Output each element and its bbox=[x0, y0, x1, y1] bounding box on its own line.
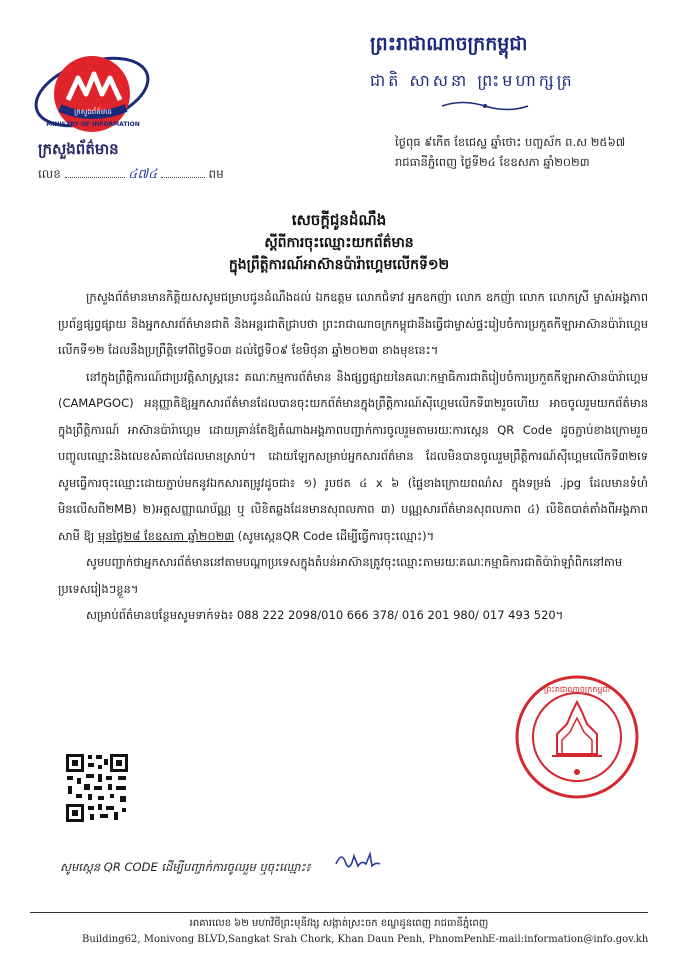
paragraph-contact: សម្រាប់ព័ត៌មានបន្ថែមសូមទាក់ទង៖ 088 222 2098/010 666 378/ 016 201 980/ 017 493 520។ bbox=[86, 608, 564, 622]
kingdom-motto: ជាតិ សាសនា ព្រះមហាក្សត្រ bbox=[370, 71, 575, 90]
flourish-icon bbox=[440, 99, 530, 113]
footer-address-en: Building62, Monivong BLVD,Sangkat Srah Chork, Khan Daun Penh, PhnomPenh bbox=[82, 934, 489, 945]
seal-icon bbox=[512, 672, 642, 802]
kingdom-title: ព្រះរាជាណាចក្រកម្ពុជា bbox=[370, 33, 528, 55]
reference-suffix: ពម bbox=[208, 167, 224, 181]
official-seal bbox=[512, 672, 642, 802]
qr-code-icon bbox=[64, 752, 130, 824]
solar-date: រាជធានីភ្នំពេញ ថ្ងៃទី២៤ ខែឧសភា ឆ្នាំ២០២៣ bbox=[395, 155, 590, 169]
lunar-date: ថ្ងៃពុធ ៩កើត ខែជេស្ឋ ឆ្នាំថោះ បញ្ចស័ក ព.ស ២៥៦៧ bbox=[395, 135, 626, 149]
ministry-logo-icon bbox=[30, 42, 160, 152]
kingdom-header bbox=[300, 32, 678, 117]
notice-body bbox=[58, 284, 648, 629]
notice-subject: ស្តីពីការចុះឈ្មោះយកព័ត៌មាន bbox=[264, 235, 414, 251]
logo-caption-en: MINISTRY OF INFORMATION bbox=[46, 121, 140, 128]
registration-text: នៅក្នុងព្រឹត្តិការណ៍ជាប្រវត្តិសាស្ត្រនេះ គណៈកម្មការព័ត៌មាន និងផ្សព្វផ្សាយនៃគណៈកម្មាធិការជាតិរៀបចំការប្រកួតកីឡាអាស៊ានប៉ារ៉ាហ្គេម (CAMAPGOC) អនុញ្ញាតិឱ្យអ្នកសារព័ត៌មានដែលបានចុះយកព័ត៌មានក្នុងព្រឹត្តិការណ៍ស៊ីហ្គេមលើកទី៣២រួចហើយ អាចចូលរួមយកព័ត៌មានក្នុងព្រឹត្តិការណ៍ អាស៊ានប៉ារ៉ាហ្គេម ដោយគ្រាន់តែឱ្យតំណាងអង្គភាពបញ្ជាក់ការចូលរួមតាមរយៈការស្កេន QR Code ដូចភ្ជាប់ខាងក្រោមរួចបញ្ចូលឈ្មោះនិងលេខសំគាល់ដែលមានស្រាប់។ ដោយឡែកសម្រាប់អ្នកសារព័ត៌មាន ដែលមិនបានចូលរួមព្រឹត្តិការណ៍ស៊ីហ្គេមលើកទី៣២ទេ សូមធ្វើការចុះឈ្មោះដោយភ្ជាប់មកនូវឯកសារតម្រូវដូចជា៖ ១) រូបថត ៤ x ៦ (ផ្ទៃខាងក្រោយពណ៌ស ក្នុងទម្រង់ .jpg ដែលមានទំហំមិនលើសពី២MB) ២)អត្តសញ្ញាណប័ណ្ណ ឬ លិខិតឆ្លងដែនមានសុពលភាព ៣) បណ្ណសារព័ត៌មានសុពលភាព ៤) លិខិតបាត់តាំងពីអង្គភាពសាមី ឱ្យ bbox=[58, 369, 648, 543]
date-block bbox=[395, 132, 665, 172]
paragraph-intro: ក្រសួងព័ត៌មានមានកិត្តិយសសូមជម្រាបជូនដំណឹងដល់ ឯកឧត្តម លោកជំទាវ អ្នកឧកញ៉ា លោក ឧកញ៉ា លោក លោកស្រី ម្ចាស់អង្គភាពប្រព័ន្ធផ្សព្វផ្សាយ និងអ្នកសារព័ត៌មានជាតិ និងអន្តរជាតិជ្រាបថា ព្រះរាជាណាចក្រកម្ពុជានឹងធ្វើជាម្ចាស់ផ្ទះរៀបចំការប្រកួតកីឡាអាស៊ានប៉ារ៉ាហ្គេមលើកទី១២ ដែលនឹងប្រព្រឹត្តិទៅពីថ្ងៃទី០៣ ដល់ថ្ងៃទី០៩ ខែមិថុនា ឆ្នាំ២០២៣ ខាងមុខនេះ។ bbox=[58, 290, 648, 357]
footer-address-km: អាគារលេខ ៦២ មហាវិថីព្រះមុនីវង្ស សង្កាត់ស្រះចក ខណ្ឌដូនពេញ រាជធានីភ្នំពេញ bbox=[189, 918, 489, 929]
footer-divider bbox=[30, 912, 648, 913]
reference-number bbox=[38, 166, 224, 185]
registration-tail: (សូមស្កេនQR Code ដើម្បីធ្វើការចុះឈ្មោះ)។ bbox=[234, 528, 435, 543]
notice-event: ក្នុងព្រឹត្តិការណ៍អាស៊ានប៉ារ៉ាហ្គេមលើកទី១២ bbox=[228, 257, 450, 273]
notice-title-block bbox=[0, 208, 678, 276]
flourish-ornament bbox=[440, 98, 678, 117]
reference-prefix: លេខ bbox=[38, 167, 61, 181]
deadline-text: មុនថ្ងៃ២៨ ខែឧសភា ឆ្នាំ២០២៣ bbox=[97, 528, 235, 543]
qr-code[interactable] bbox=[64, 752, 130, 824]
footer-email: E-mail:information@info.gov.kh bbox=[488, 934, 649, 945]
ministry-logo bbox=[30, 42, 160, 152]
signature bbox=[332, 846, 382, 876]
scan-qr-instruction: សូមស្កេន QR CODE ដើម្បីបញ្ជាក់ការចូលរួម ឬចុះឈ្មោះ៖ bbox=[60, 860, 311, 874]
signature-icon bbox=[332, 846, 382, 872]
notice-title: សេចក្តីជូនដំណឹង bbox=[291, 211, 387, 229]
logo-caption-km: ក្រសួងព័ត៌មាន bbox=[74, 108, 112, 116]
ministry-name: ក្រសួងព័ត៌មាន bbox=[38, 140, 119, 158]
reference-handwritten-number: ៤៧៤ bbox=[128, 167, 158, 182]
paragraph-asean-journalists: សូមបញ្ជាក់ថាអ្នកសារព័ត៌មាននៅតាមបណ្តាប្រទេសក្នុងតំបន់អាស៊ានត្រូវចុះឈ្មោះតាមរយៈគណៈកម្មាធិការជាតិប៉ារ៉ាឡាំពិកនៅតាមប្រទេសរៀងៗខ្លួន។ bbox=[58, 555, 623, 596]
seal-text: ព្រះរាជាណាចក្រកម្ពុជា bbox=[543, 685, 611, 694]
paragraph-registration bbox=[58, 364, 648, 550]
